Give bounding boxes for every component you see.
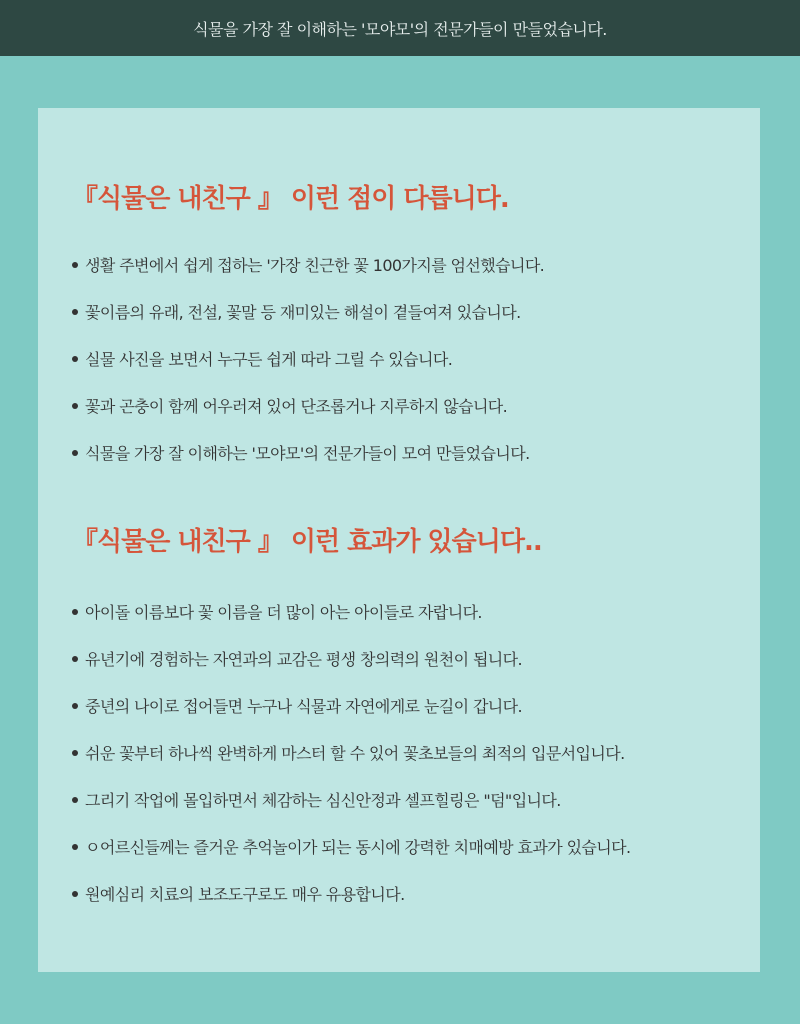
bullet-dot-icon [72,656,78,662]
bullet-dot-icon [72,403,78,409]
list-item-text: 꽃과 곤충이 함께 어우러져 있어 단조롭거나 지루하지 않습니다. [85,397,508,416]
list-item [72,241,732,288]
list-item [72,682,732,729]
list-item-text: 유년기에 경험하는 자연과의 교감은 평생 창의력의 원천이 됩니다. [85,650,523,669]
bullet-dot-icon [72,844,78,850]
list-item-text: 쉬운 꽃부터 하나씩 완벽하게 마스터 할 수 있어 꽃초보들의 최적의 입문서입니다. [85,744,625,763]
list-item-text: 실물 사진을 보면서 누구든 쉽게 따라 그릴 수 있습니다. [85,350,453,369]
list-item-text: 중년의 나이로 접어들면 누구나 식물과 자연에게로 눈길이 갑니다. [85,697,523,716]
content-card [38,108,760,972]
bullet-dot-icon [72,609,78,615]
list-item-text: 식물을 가장 잘 이해하는 '모야모'의 전문가들이 모여 만들었습니다. [85,444,530,463]
section-heading-differences: 『식물은 내친구 』 이런 점이 다릅니다. [72,184,509,214]
list-item [72,823,732,870]
bullet-dot-icon [72,891,78,897]
banner-text: 식물을 가장 잘 이해하는 '모야모'의 전문가들이 만들었습니다. [193,19,607,39]
list-item-text: 아이돌 이름보다 꽃 이름을 더 많이 아는 아이들로 자랍니다. [85,603,482,622]
differences-list [72,241,732,476]
bullet-dot-icon [72,703,78,709]
section-effects [72,524,732,917]
list-item-text: 꽃이름의 유래, 전설, 꽃말 등 재미있는 해설이 곁들여져 있습니다. [85,303,521,322]
bullet-dot-icon [72,356,78,362]
list-item [72,335,732,382]
list-item [72,429,732,476]
effects-list [72,588,732,917]
section-differences [72,181,732,476]
bullet-dot-icon [72,262,78,268]
list-item-text: 원예심리 치료의 보조도구로도 매우 유용합니다. [85,885,405,904]
list-item [72,588,732,635]
bullet-dot-icon [72,309,78,315]
list-item [72,776,732,823]
list-item [72,635,732,682]
list-item-text: 그리기 작업에 몰입하면서 체감하는 심신안정과 셀프힐링은 "덤"입니다. [85,791,561,810]
list-item [72,870,732,917]
top-banner [0,0,800,56]
list-item-text: ㅇ어르신들께는 즐거운 추억놀이가 되는 동시에 강력한 치매예방 효과가 있습니다. [85,838,631,857]
bullet-dot-icon [72,797,78,803]
list-item [72,288,732,335]
list-item [72,382,732,429]
list-item [72,729,732,776]
section-heading-effects: 『식물은 내친구 』 이런 효과가 있습니다.. [72,527,542,557]
bullet-dot-icon [72,750,78,756]
list-item-text: 생활 주변에서 쉽게 접하는 '가장 친근한 꽃 100가지를 엄선했습니다. [85,256,545,275]
bullet-dot-icon [72,450,78,456]
